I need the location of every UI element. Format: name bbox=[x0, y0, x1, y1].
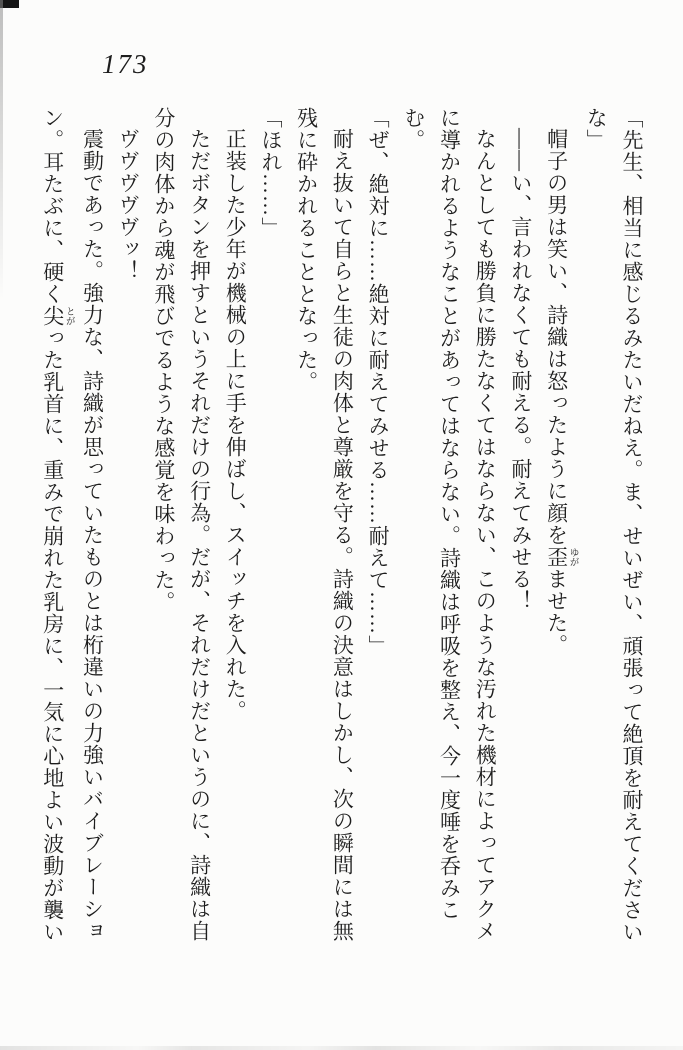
furigana-annotated-kanji: 尖 とが bbox=[40, 305, 74, 327]
text-column-7: 「ぜ、絶対に……絶対に耐えてみせる……耐えて……」 bbox=[366, 107, 391, 657]
text-column-3: 帽子の男は笑い、詩織は怒ったように顔を歪 ゆがませた。 bbox=[544, 128, 578, 656]
text-column-6: に導かれるようなことがあってはならない。詩織は呼吸を整え、今一度唾を呑みこむ。 bbox=[401, 107, 462, 921]
text-column-8: 耐え抜いて自らと生徒の肉体と尊厳を守る。詩織の決意はしかし、次の瞬間には無 bbox=[330, 128, 355, 942]
text-column-16: ン。耳たぶに、硬く尖 とがった乳首に、重みで崩れた乳房に、一気に心地よい波動が襲い bbox=[40, 107, 74, 943]
text-column-4: ――い、言われなくても耐える。耐えてみせる！ bbox=[508, 128, 533, 612]
text-column-11: 正装した少年が機械の上に手を伸ばし、スイッチを入れた。 bbox=[223, 128, 248, 722]
text-column-14: ヴヴヴヴヴッ！ bbox=[116, 128, 141, 282]
text-column-1: 「先生、相当に感じるみたいだねえ。ま、せいぜい、頑張って絶頂を耐えてください bbox=[620, 107, 644, 943]
page-text bbox=[34, 107, 649, 949]
text-column-13: 分の肉体から魂が飛びでるような感覚を味わった。 bbox=[151, 107, 176, 613]
text-column-15: 震動であった。強力な、詩織が思っていたものとは桁違いの力強いバイブレーショ bbox=[80, 128, 105, 942]
scan-artifact-bottom-edge bbox=[0, 1046, 683, 1050]
text-column-5: なんとしても勝負に勝たなくてはならない、このような汚れた機材によってアクメ bbox=[473, 128, 498, 942]
text-column-10: 「ほれ……」 bbox=[258, 107, 283, 239]
furigana-annotated-kanji: 歪 ゆが bbox=[544, 546, 578, 568]
page-number: 173 bbox=[102, 49, 149, 79]
text-column-12: ただボタンを押すというそれだけの行為。だが、それだけだというのに、詩織は自 bbox=[187, 128, 212, 942]
text-column-9: 残に砕かれることとなった。 bbox=[294, 107, 319, 393]
text-column-2: な」 bbox=[584, 107, 609, 151]
scan-artifact-left-edge bbox=[0, 0, 3, 300]
